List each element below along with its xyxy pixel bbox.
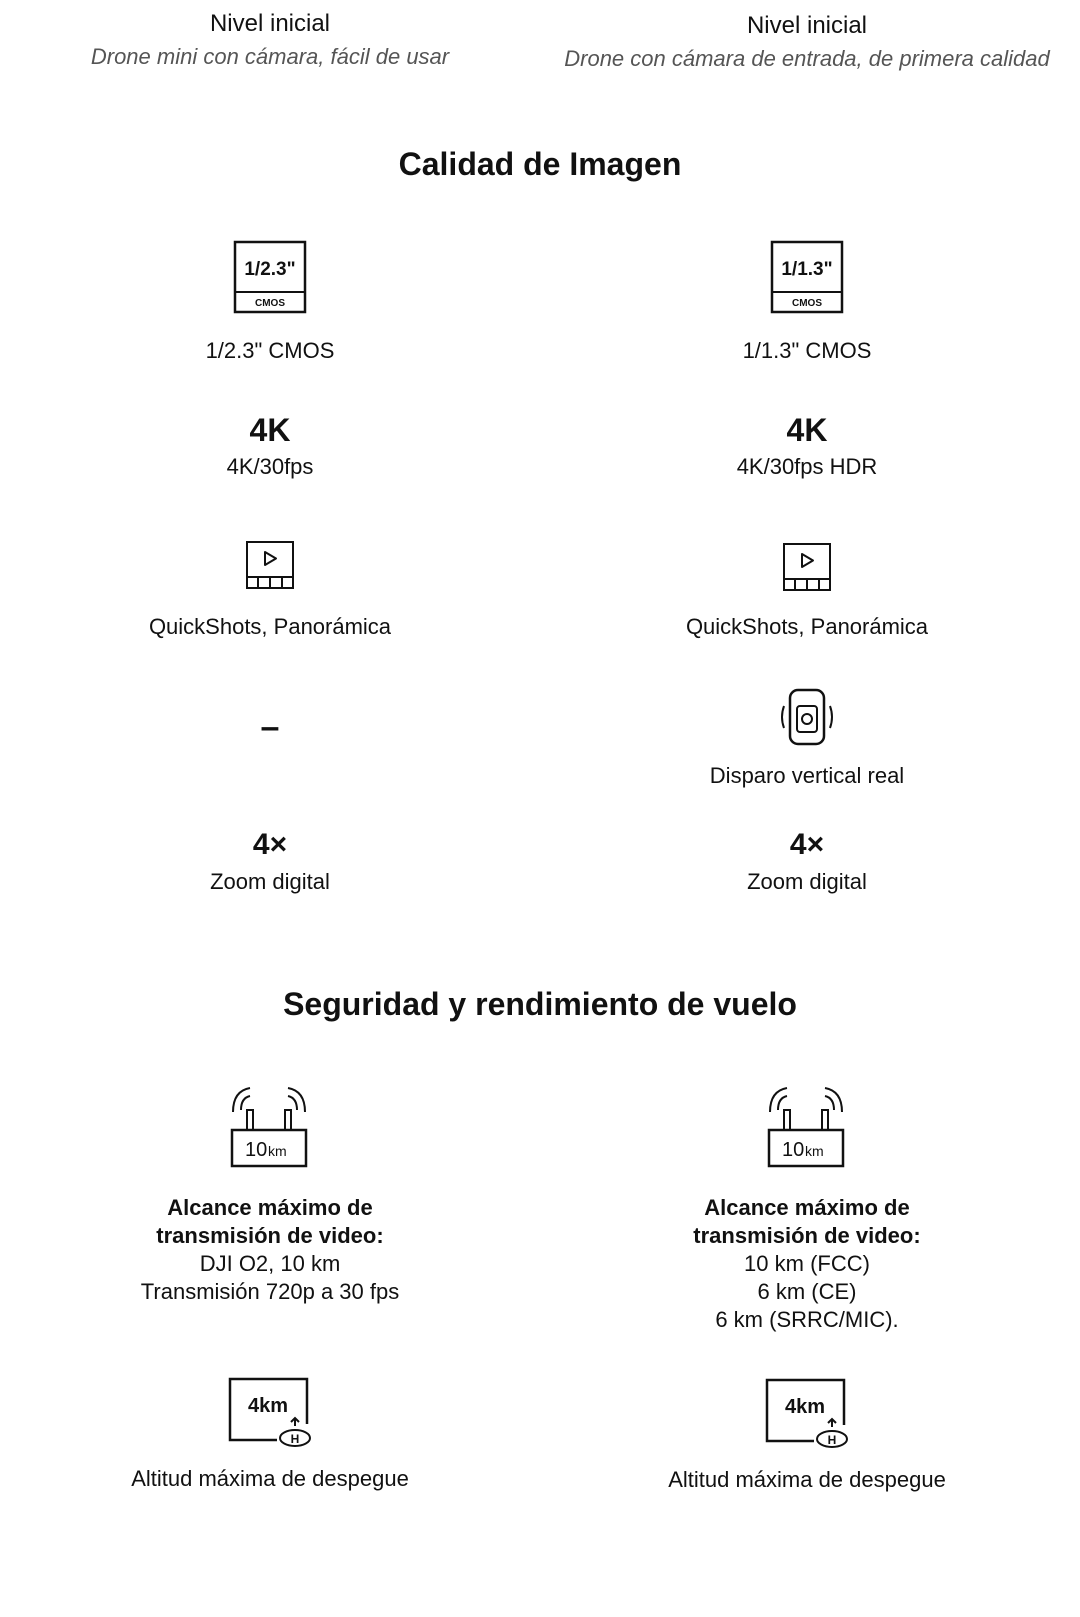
section-title-image-quality: Calidad de Imagen <box>398 146 682 182</box>
product-2-vertical-shot <box>537 688 1077 798</box>
altitude-icon-text: 4km <box>784 1396 826 1418</box>
product-1-header <box>0 10 540 70</box>
range-text <box>0 1194 540 1306</box>
product-1-vertical-shot <box>0 708 540 747</box>
range-title-line-1: Alcance máximo de <box>167 1195 373 1220</box>
product-1-altitude-label: Altitud máxima de despegue <box>131 1466 409 1491</box>
sensor-icon-text: 1/1.3" <box>781 259 833 280</box>
video-4k-icon: 4K <box>786 412 828 448</box>
product-1-modes <box>0 540 540 650</box>
range-detail-line: 6 km (SRRC/MIC). <box>715 1307 899 1332</box>
product-2-altitude-label: Altitud máxima de despegue <box>668 1467 946 1492</box>
range-title-line-1: Alcance máximo de <box>704 1195 910 1220</box>
product-1-sensor <box>0 240 540 370</box>
product-2-modes <box>537 542 1077 652</box>
product-2-zoom <box>537 828 1077 896</box>
altitude-icon <box>762 1377 852 1453</box>
range-icon-unit: km <box>268 1143 287 1159</box>
zoom-label: Zoom digital <box>747 869 867 894</box>
sensor-icon-sub: CMOS <box>255 298 285 309</box>
product-1-zoom <box>0 828 540 896</box>
vertical-phone-icon <box>776 688 838 746</box>
svg-text:H: H <box>290 1432 300 1446</box>
video-play-icon <box>245 540 295 590</box>
video-play-icon <box>782 542 832 592</box>
product-1-sensor-label: 1/2.3" CMOS <box>205 338 335 363</box>
range-detail-line: 6 km (CE) <box>757 1279 857 1304</box>
product-2-tier: Nivel inicial <box>746 12 868 39</box>
zoom-value: 4× <box>789 828 825 861</box>
product-2-range <box>537 1086 1077 1346</box>
product-1-modes-label: QuickShots, Panorámica <box>148 614 392 639</box>
zoom-label: Zoom digital <box>210 869 330 894</box>
sensor-icon-sub: CMOS <box>792 298 822 309</box>
altitude-icon <box>225 1376 315 1452</box>
range-title-line-2: transmisión de video: <box>156 1223 384 1248</box>
product-1-video-label: 4K/30fps <box>226 454 314 479</box>
sensor-icon <box>233 240 307 314</box>
altitude-icon-text: 4km <box>247 1395 289 1417</box>
range-icon-number: 10 <box>245 1139 268 1161</box>
range-title-line-2: transmisión de video: <box>693 1223 921 1248</box>
product-2-altitude <box>537 1377 1077 1507</box>
zoom-value: 4× <box>252 828 288 861</box>
product-2-sensor-label: 1/1.3" CMOS <box>742 338 872 363</box>
product-2-video <box>537 412 1077 481</box>
product-1-altitude <box>0 1376 540 1506</box>
not-available-dash: – <box>260 708 280 746</box>
range-detail-line: DJI O2, 10 km <box>199 1251 341 1276</box>
product-2-vertical-shot-label: Disparo vertical real <box>709 763 905 788</box>
product-2-description: Drone con cámara de entrada, de primera calidad <box>564 46 1050 71</box>
transmission-range-icon <box>225 1086 315 1170</box>
product-1-description: Drone mini con cámara, fácil de usar <box>90 44 450 69</box>
sensor-icon-text: 1/2.3" <box>244 259 296 280</box>
product-2-sensor <box>537 240 1077 370</box>
section-title-flight: Seguridad y rendimiento de vuelo <box>283 986 797 1022</box>
product-2-modes-label: QuickShots, Panorámica <box>685 614 929 639</box>
video-4k-icon: 4K <box>249 412 291 448</box>
product-1-video <box>0 412 540 481</box>
range-icon-number: 10 <box>782 1139 805 1161</box>
range-icon-unit: km <box>805 1143 824 1159</box>
product-2-header <box>537 12 1077 72</box>
sensor-icon <box>770 240 844 314</box>
product-1-range <box>0 1086 540 1316</box>
product-1-tier: Nivel inicial <box>209 10 331 37</box>
svg-text:H: H <box>827 1433 837 1447</box>
range-text <box>537 1194 1077 1334</box>
transmission-range-icon <box>762 1086 852 1170</box>
product-2-video-label: 4K/30fps HDR <box>736 454 878 479</box>
range-detail-line: 10 km (FCC) <box>744 1251 870 1276</box>
range-detail-line: Transmisión 720p a 30 fps <box>140 1279 400 1304</box>
